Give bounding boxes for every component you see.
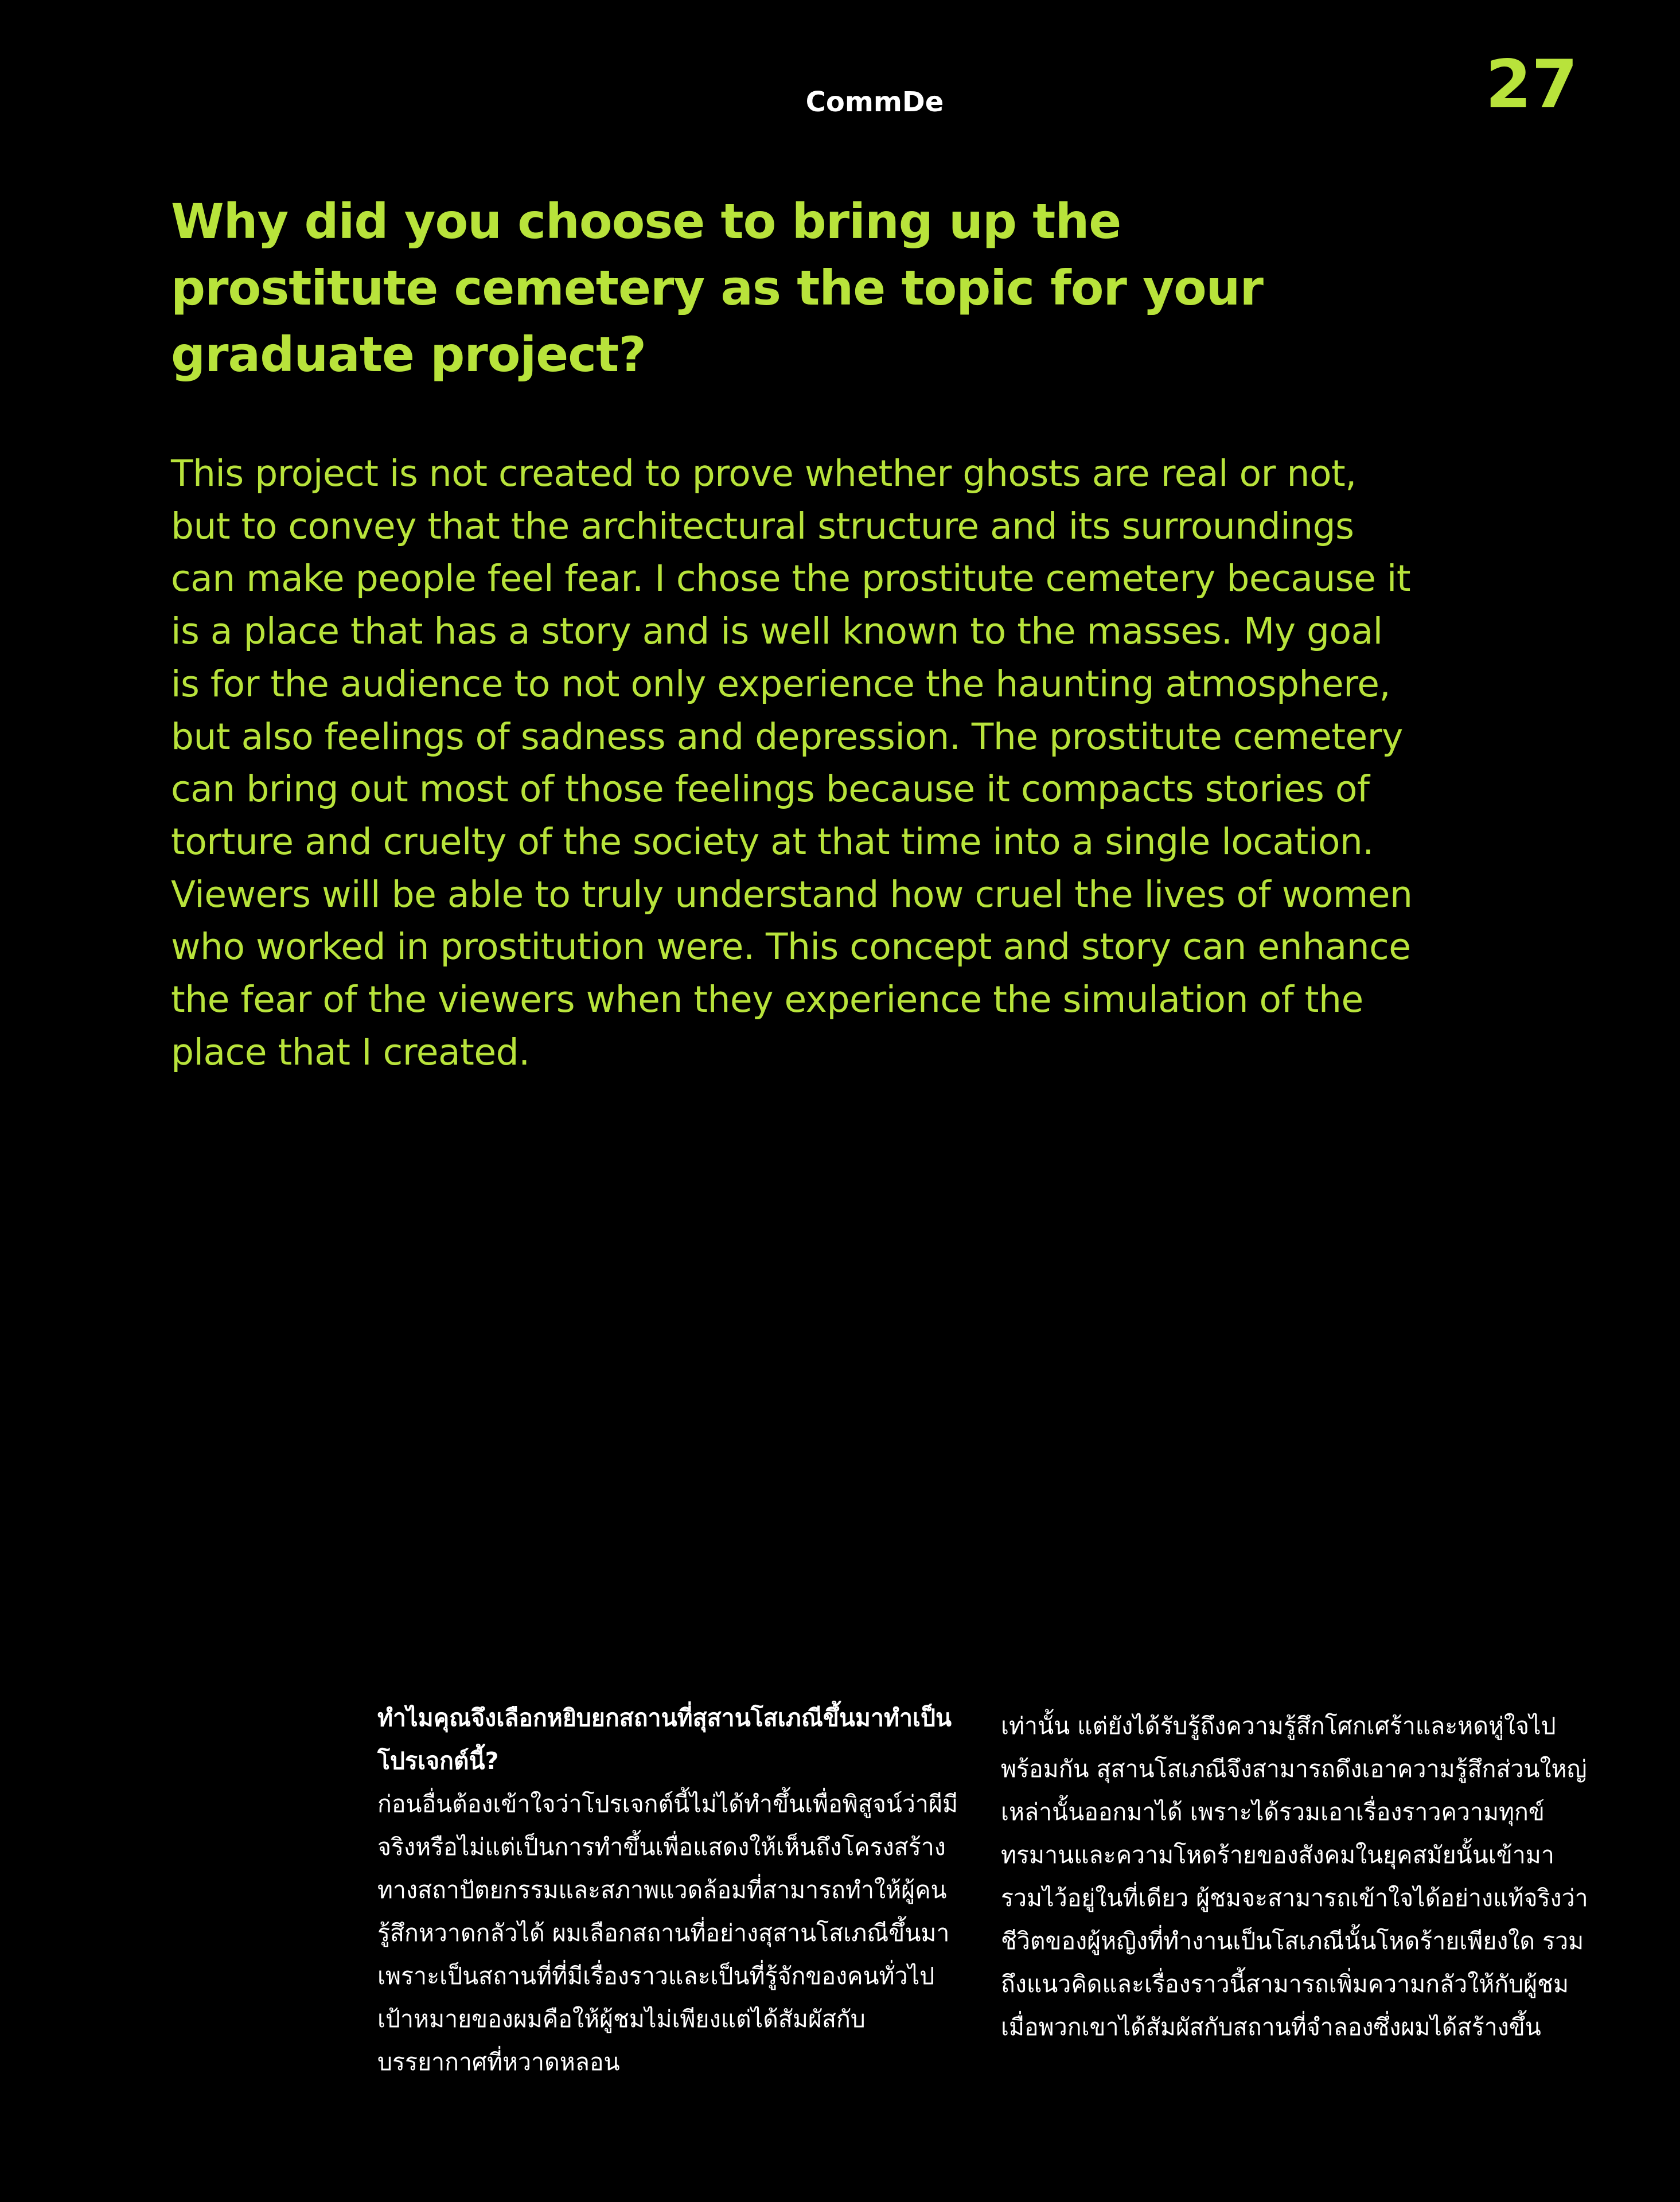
page-number: 27 — [1485, 46, 1578, 123]
magazine-brand: CommDe — [805, 86, 944, 118]
english-answer-body: This project is not created to prove whether ghosts are real or not, but to convey that the architectural structure and its surroundings can make people feel fear. I chose the prostitute cemetery because it is a place that has a story and is well known to the masses. My goal is for the audience to not only experience the haunting atmosphere, but also feelings of sadness and depression. The prostitute cemetery can bring out most of those feelings because it compacts stories of torture and cruelty of the society at that time into a single location. Viewers will be able to truly understand how cruel the lives of women who worked in prostitution were. This concept and story can enhance the fear of the viewers when they experience the simulation of the place that I created. — [171, 453, 1413, 1073]
thai-column-left — [377, 1697, 968, 2084]
thai-answer-part-2: เท่านั้น แต่ยังได้รับรู้ถึงความรู้สึกโศกเศร้าและหดหู่ใจไปพร้อมกัน สุสานโสเภณีจึงสามารถดึงเอาความรู้สึกส่วนใหญ่เหล่านั้นออกมาได้ เพราะได้รวมเอาเรื่องราวความทุกข์ทรมานและความโหดร้ายของสังคมในยุคสมัยนั้นเข้ามารวมไว้อยู่ในที่เดียว ผู้ชมจะสามารถเข้าใจได้อย่างแท้จริงว่าชีวิตของผู้หญิงที่ทำงานเป็นโสเภณีนั้นโหดร้ายเพียงใด รวมถึงแนวคิดและเรื่องราวนี้สามารถเพิ่มความกลัวให้กับผู้ชมเมื่อพวกเขาได้สัมผัสกับสถานที่จำลองซึ่งผมได้สร้างขึ้น — [1001, 1712, 1588, 2041]
thai-question-heading: ทำไมคุณจึงเลือกหยิบยกสถานที่สุสานโสเภณีขึ้นมาทำเป็นโปรเจกต์นี้? — [377, 1704, 952, 1775]
thai-answer-part-1: ก่อนอื่นต้องเข้าใจว่าโปรเจกต์นี้ไม่ได้ทำขึ้นเพื่อพิสูจน์ว่าผีมีจริงหรือไม่แต่เป็นการทำขึ้นเพื่อแสดงให้เห็นถึงโครงสร้างทางสถาปัตยกรรมและสภาพแวดล้อมที่สามารถทำให้ผู้คนรู้สึกหวาดกลัวได้ ผมเลือกสถานที่อย่างสุสานโสเภณีขึ้นมา เพราะเป็นสถานที่ที่มีเรื่องราวและเป็นที่รู้จักของคนทั่วไป เป้าหมายของผมคือให้ผู้ชมไม่เพียงแต่ได้สัมผัสกับบรรยากาศที่หวาดหลอน — [377, 1790, 958, 2076]
english-question-heading: Why did you choose to bring up the prostitute cemetery as the topic for your graduate project? — [171, 193, 1263, 383]
thai-column-right — [1001, 1705, 1592, 2049]
